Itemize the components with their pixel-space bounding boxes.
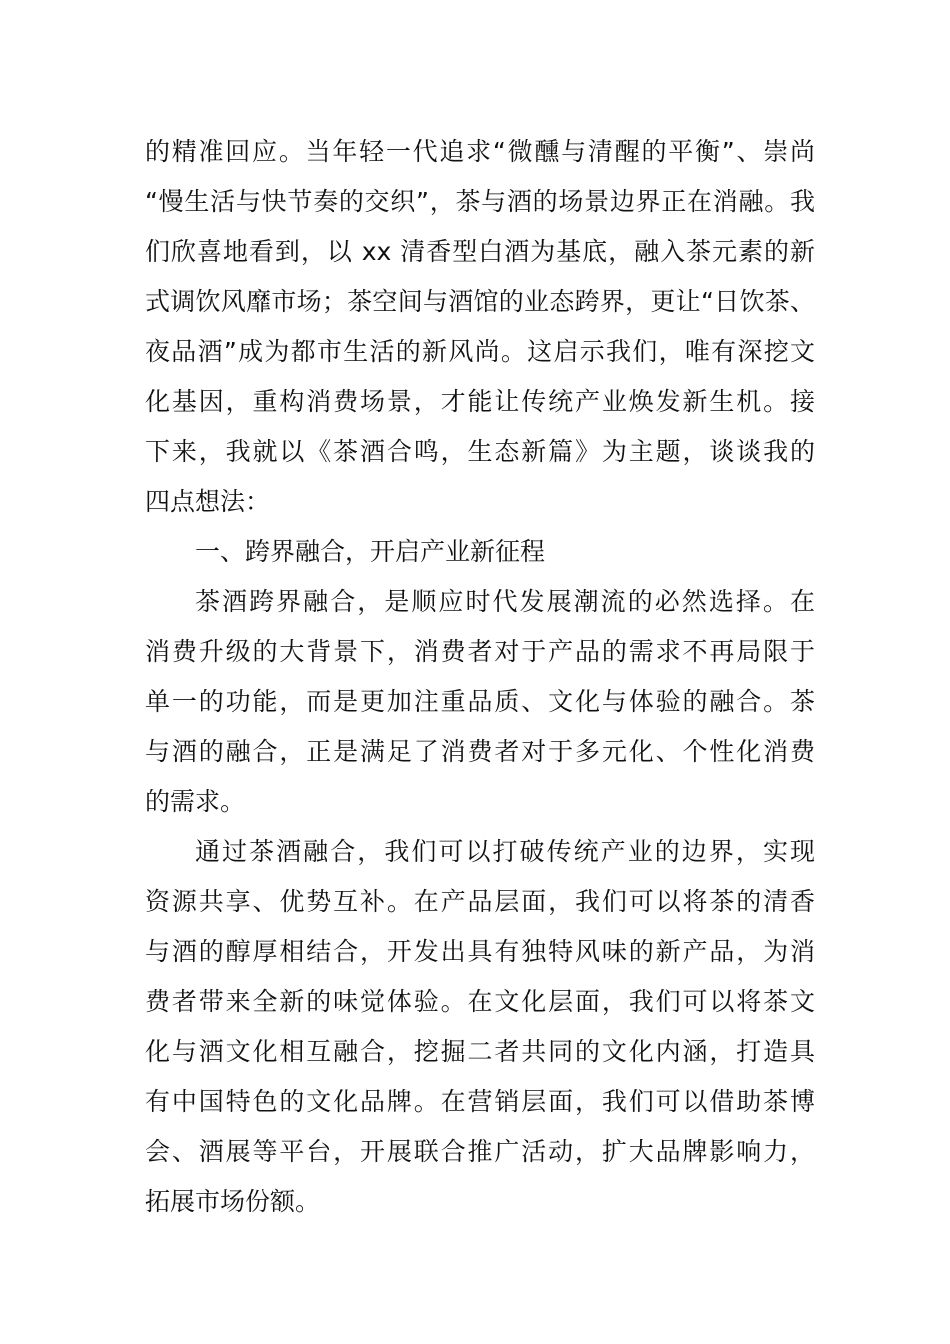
body-paragraph-2 (145, 827, 815, 1227)
text-line: 与酒的醇厚相结合，开发出具有独特风味的新产品，为消 (145, 937, 815, 966)
text-line: 会、酒展等平台，开展联合推广活动，扩大品牌影响力， (145, 1137, 815, 1166)
text-line: 资源共享、优势互补。在产品层面，我们可以将茶的清香 (145, 887, 815, 916)
intro-paragraph (145, 127, 815, 527)
text-line: 夜品酒”成为都市生活的新风尚。这启示我们，唯有深挖文 (145, 337, 815, 366)
text-line: 化基因，重构消费场景，才能让传统产业焕发新生机。接 (145, 387, 815, 416)
text-line: 与酒的融合，正是满足了消费者对于多元化、个性化消费 (145, 737, 815, 766)
text-line: 化与酒文化相互融合，挖掘二者共同的文化内涵，打造具 (145, 1037, 815, 1066)
text-line: “慢生活与快节奏的交织”，茶与酒的场景边界正在消融。我 (145, 187, 815, 216)
text-line: 式调饮风靡市场；茶空间与酒馆的业态跨界，更让“日饮茶、 (145, 287, 815, 316)
body-paragraph-1 (145, 577, 815, 827)
text-line: 下来，我就以《茶酒合鸣，生态新篇》为主题，谈谈我的 (145, 437, 815, 466)
text-line: 拓展市场份额。 (145, 1187, 321, 1216)
text-line: 的需求。 (145, 787, 246, 816)
document-body (145, 127, 815, 1227)
text-line: 们欣喜地看到，以 xx 清香型白酒为基底，融入茶元素的新 (145, 237, 815, 266)
text-line: 单一的功能，而是更加注重品质、文化与体验的融合。茶 (145, 687, 815, 716)
text-line: 的精准回应。当年轻一代追求“微醺与清醒的平衡”、崇尚 (145, 137, 815, 166)
text-line: 茶酒跨界融合，是顺应时代发展潮流的必然选择。在 (195, 587, 815, 616)
text-line: 有中国特色的文化品牌。在营销层面，我们可以借助茶博 (145, 1087, 815, 1116)
text-line: 消费升级的大背景下，消费者对于产品的需求不再局限于 (145, 637, 815, 666)
text-line: 通过茶酒融合，我们可以打破传统产业的边界，实现 (195, 837, 815, 866)
section-heading: 一、跨界融合，开启产业新征程 (195, 537, 546, 566)
text-line: 四点想法： (145, 487, 271, 516)
text-line: 费者带来全新的味觉体验。在文化层面，我们可以将茶文 (145, 987, 815, 1016)
